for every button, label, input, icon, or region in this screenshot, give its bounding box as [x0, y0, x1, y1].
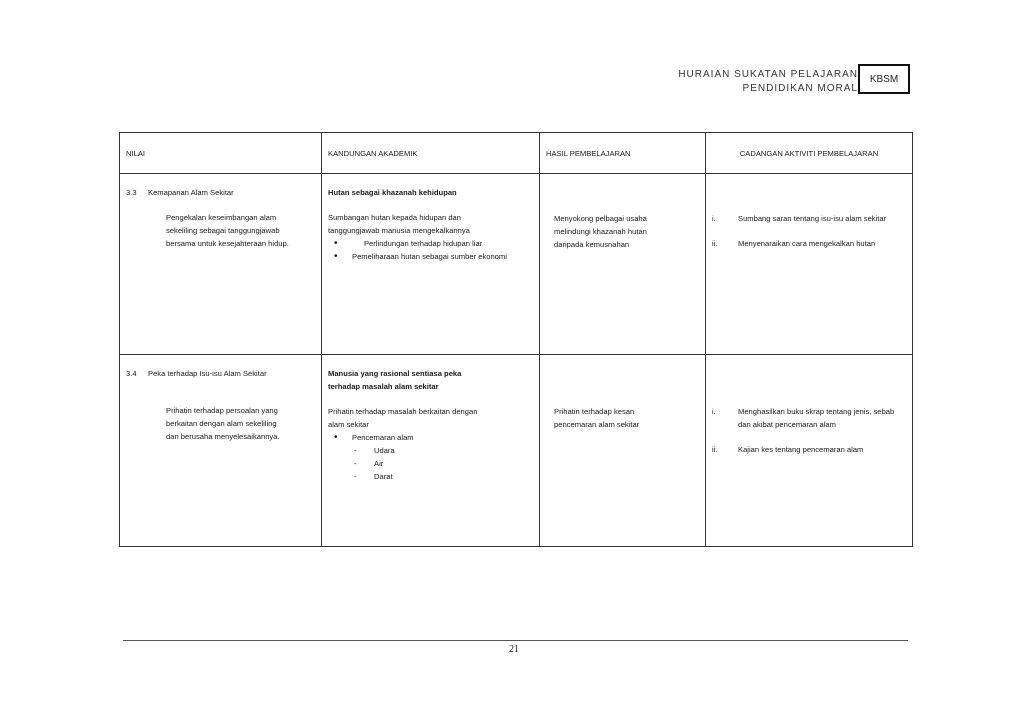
list-item: i. Sumbang saran tentang isu-isu alam sekitar	[712, 214, 887, 223]
column-header-hasil: HASIL PEMBELAJARAN	[540, 133, 706, 174]
value-description: Prihatin terhadap persoalan yang berkaitan dengan alam sekeliling dan berusaha menyelesaikannya.	[166, 406, 280, 441]
footer-divider	[123, 640, 908, 641]
page-number: 21	[509, 644, 519, 655]
value-heading: 3.3 Kemapanan Alam Sekitar	[126, 188, 234, 197]
content-bullet-list	[328, 431, 533, 444]
list-item: ii. Menyenaraikan cara mengekalkan hutan	[712, 239, 876, 248]
hasil-cell: Prihatin terhadap kesan pencemaran alam sekitar	[540, 355, 706, 547]
table-row	[120, 174, 913, 355]
content-heading: Hutan sebagai khazanah kehidupan	[328, 188, 457, 197]
content-bullet-list	[328, 237, 533, 263]
table-row	[120, 355, 913, 547]
header-line-2: PENDIDIKAN MORAL	[742, 83, 858, 94]
kandungan-cell: Hutan sebagai khazanah kehidupan Sumbangan hutan kepada hidupan dan tanggungjawab manusia mengekalkannya • Perlindungan terhadap hidupan liar • Pemeliharaan hutan sebagai sumber ekonomi	[322, 174, 540, 355]
list-item: - Darat	[328, 470, 533, 483]
aktiviti-cell	[706, 355, 913, 547]
content-heading: Manusia yang rasional sentiasa peka terhadap masalah alam sekitar	[328, 369, 462, 391]
column-header-nilai: NILAI	[120, 133, 322, 174]
list-item: ii. Kajian kes tentang pencemaran alam	[712, 445, 864, 454]
column-header-aktiviti: CADANGAN AKTIVITI PEMBELAJARAN	[706, 133, 913, 174]
list-item: • Pencemaran alam	[328, 431, 533, 444]
list-item: • Perlindungan terhadap hidupan liar	[328, 237, 533, 250]
nilai-cell	[120, 355, 322, 547]
kbsm-badge: KBSM	[858, 64, 910, 94]
list-item: - Udara	[328, 444, 533, 457]
kandungan-cell: Manusia yang rasional sentiasa peka terhadap masalah alam sekitar Prihatin terhadap masalah berkaitan dengan alam sekitar • Pencemaran alam - Udara - Air - Darat	[322, 355, 540, 547]
content-dash-list	[328, 444, 533, 483]
column-header-kandungan: KANDUNGAN AKADEMIK	[322, 133, 540, 174]
value-description: Pengekalan keseimbangan alam sekeliling sebagai tanggungjawab bersama untuk kesejahteraan hidup.	[166, 213, 289, 248]
nilai-cell	[120, 174, 322, 355]
header-line-1: HURAIAN SUKATAN PELAJARAN	[678, 69, 858, 80]
list-item: i. Menghasilkan buku skrap tentang jenis, sebab dan akibat pencemaran alam	[712, 407, 895, 429]
hasil-cell: Menyokong pelbagai usaha melindungi khazanah hutan daripada kemusnahan	[540, 174, 706, 355]
list-item: - Air	[328, 457, 533, 470]
syllabus-table	[119, 132, 913, 547]
table-header-row	[120, 133, 913, 174]
value-heading: 3.4 Peka terhadap Isu-isu Alam Sekitar	[126, 369, 267, 378]
list-item: • Pemeliharaan hutan sebagai sumber ekonomi	[328, 250, 533, 263]
document-header	[678, 68, 858, 96]
aktiviti-cell	[706, 174, 913, 355]
